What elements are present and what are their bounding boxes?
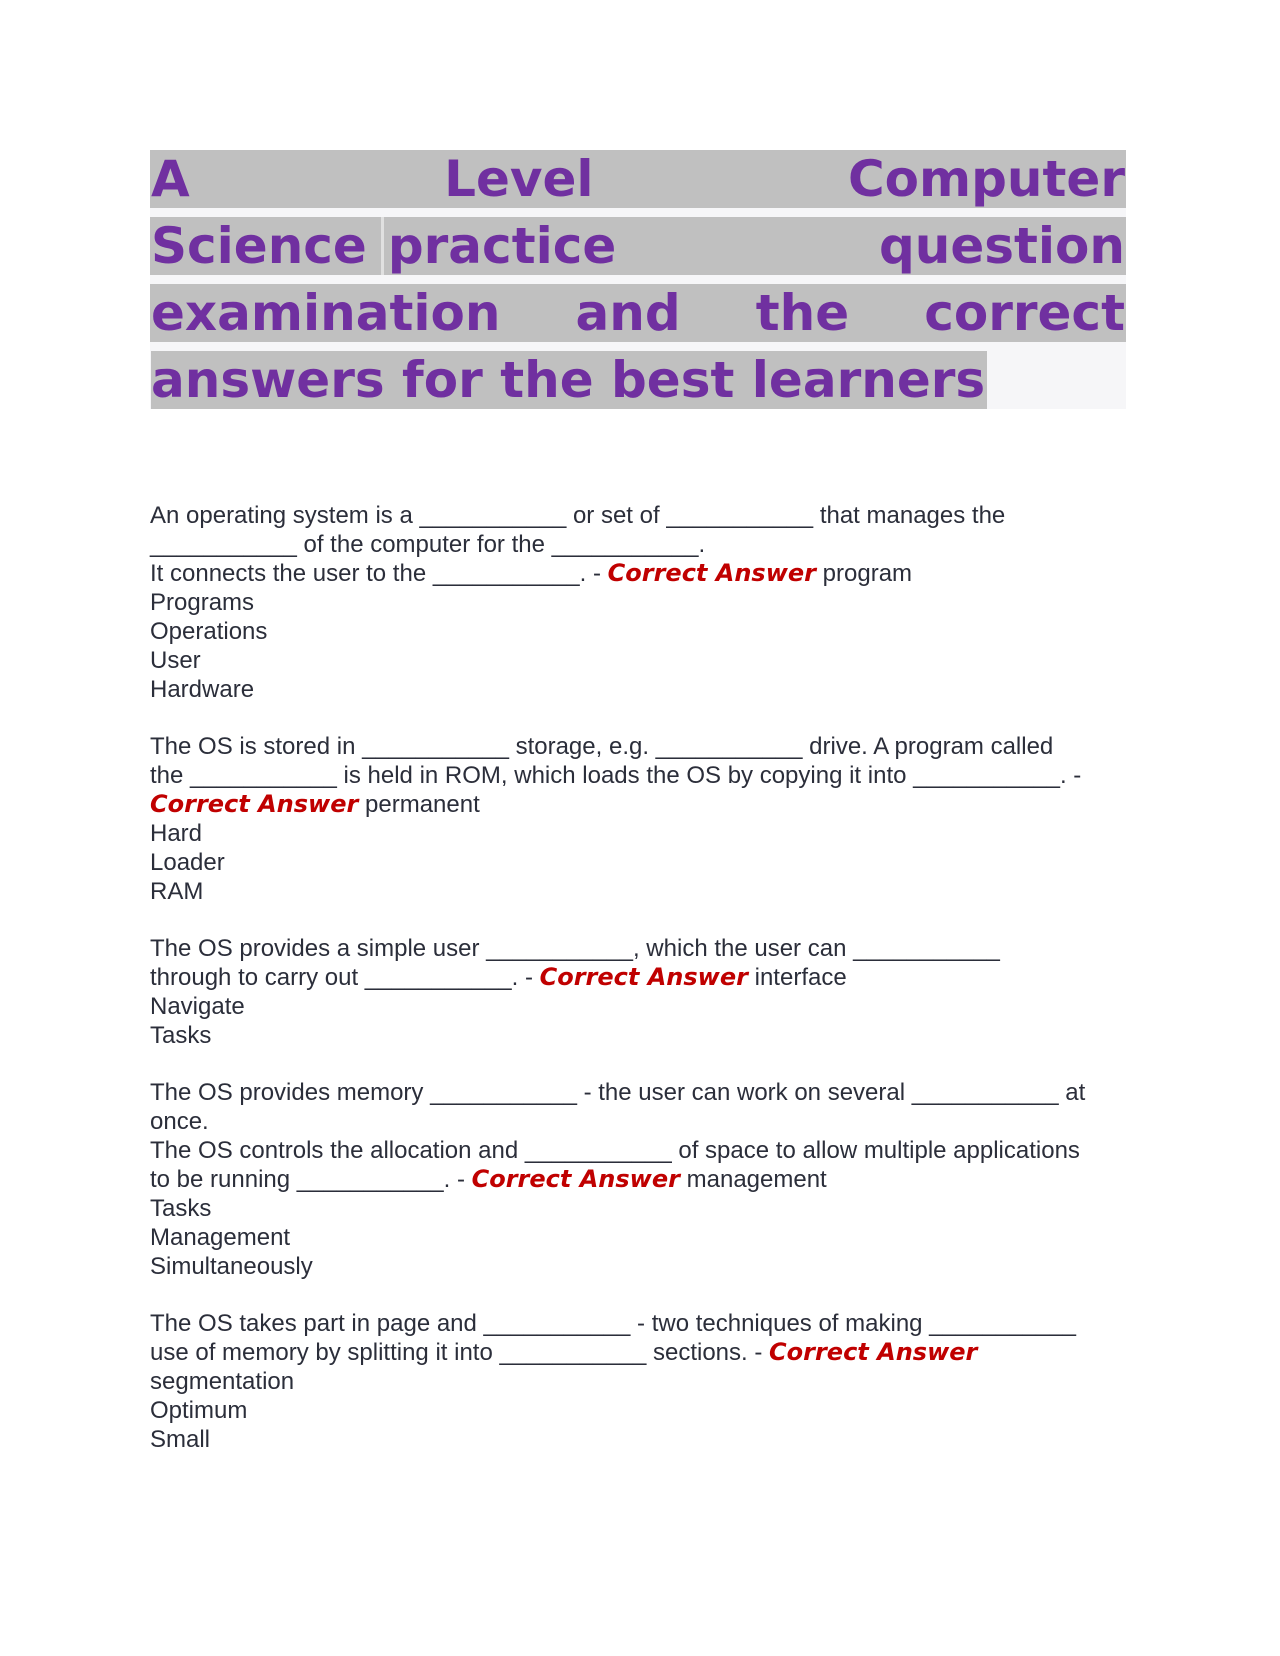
title-word: Level xyxy=(444,150,594,208)
question-line: The OS provides memory ___________ - the user can work on several ___________ at xyxy=(150,1079,1086,1106)
title-line xyxy=(150,217,1126,275)
question-line: ___________ of the computer for the ___________. xyxy=(150,531,706,558)
correct-answer-label: Correct Answer xyxy=(150,790,359,818)
question-list xyxy=(150,501,1126,1454)
answer-item: Loader xyxy=(150,849,225,876)
title-word: correct xyxy=(924,284,1125,342)
question-line: use of memory by splitting it into ___________ sections. - xyxy=(150,1339,770,1366)
first-answer: management xyxy=(686,1166,827,1193)
question-line: once. xyxy=(150,1108,209,1135)
answer-item: Management xyxy=(150,1224,291,1251)
first-answer: interface xyxy=(754,964,847,991)
title-word: A xyxy=(151,150,190,208)
correct-answer-label: Correct Answer xyxy=(607,559,816,587)
question-text xyxy=(150,934,1126,992)
first-answer: permanent xyxy=(365,791,480,818)
question-line: An operating system is a ___________ or set of ___________ that manages the xyxy=(150,502,1006,529)
answer-item: RAM xyxy=(150,878,204,905)
title-word: practice xyxy=(387,217,617,275)
question-line: the ___________ is held in ROM, which loads the OS by copying it into ___________. - xyxy=(150,762,1082,789)
title-line xyxy=(150,351,1126,409)
question-text xyxy=(150,1078,1126,1194)
question-line: The OS takes part in page and ___________ - two techniques of making ___________ xyxy=(150,1310,1077,1337)
question-text xyxy=(150,1309,1126,1396)
question-block xyxy=(150,1078,1126,1281)
question-text xyxy=(150,732,1126,819)
answer-item: Simultaneously xyxy=(150,1253,313,1280)
title-word: examination xyxy=(151,284,501,342)
title-word: question xyxy=(878,217,1125,275)
answer-item: Operations xyxy=(150,618,268,645)
answer-item: Small xyxy=(150,1426,211,1453)
question-line: to be running ___________. - xyxy=(150,1166,472,1193)
answer-item: Navigate xyxy=(150,993,245,1020)
question-text xyxy=(150,501,1126,588)
first-answer: program xyxy=(822,560,913,587)
question-line: The OS is stored in ___________ storage, e.g. ___________ drive. A program called xyxy=(150,733,1054,760)
first-answer: segmentation xyxy=(150,1368,295,1395)
title-word: Science xyxy=(151,217,384,275)
question-block xyxy=(150,732,1126,906)
title-word: and xyxy=(575,284,681,342)
question-line: The OS controls the allocation and ___________ of space to allow multiple applications xyxy=(150,1137,1080,1164)
title-line xyxy=(150,150,1126,208)
question-block xyxy=(150,934,1126,1050)
answer-item: Hardware xyxy=(150,676,255,703)
question-block xyxy=(150,1309,1126,1454)
title-word: Computer xyxy=(847,150,1125,208)
title-word: answers for the best learners xyxy=(151,351,986,409)
correct-answer-label: Correct Answer xyxy=(769,1338,978,1366)
question-line: The OS provides a simple user ___________, which the user can ___________ xyxy=(150,935,1000,962)
document-page xyxy=(150,150,1126,1482)
correct-answer-label: Correct Answer xyxy=(471,1165,680,1193)
question-block xyxy=(150,501,1126,704)
answer-item: Tasks xyxy=(150,1022,212,1049)
correct-answer-label: Correct Answer xyxy=(539,963,748,991)
answer-item: Tasks xyxy=(150,1195,212,1222)
title-word: the xyxy=(755,284,850,342)
answer-item: User xyxy=(150,647,201,674)
question-line: It connects the user to the ___________. - xyxy=(150,560,608,587)
document-title xyxy=(150,150,1126,409)
answer-item: Programs xyxy=(150,589,255,616)
answer-item: Hard xyxy=(150,820,203,847)
answer-item: Optimum xyxy=(150,1397,248,1424)
question-line: through to carry out ___________. - xyxy=(150,964,540,991)
title-line xyxy=(150,284,1126,342)
